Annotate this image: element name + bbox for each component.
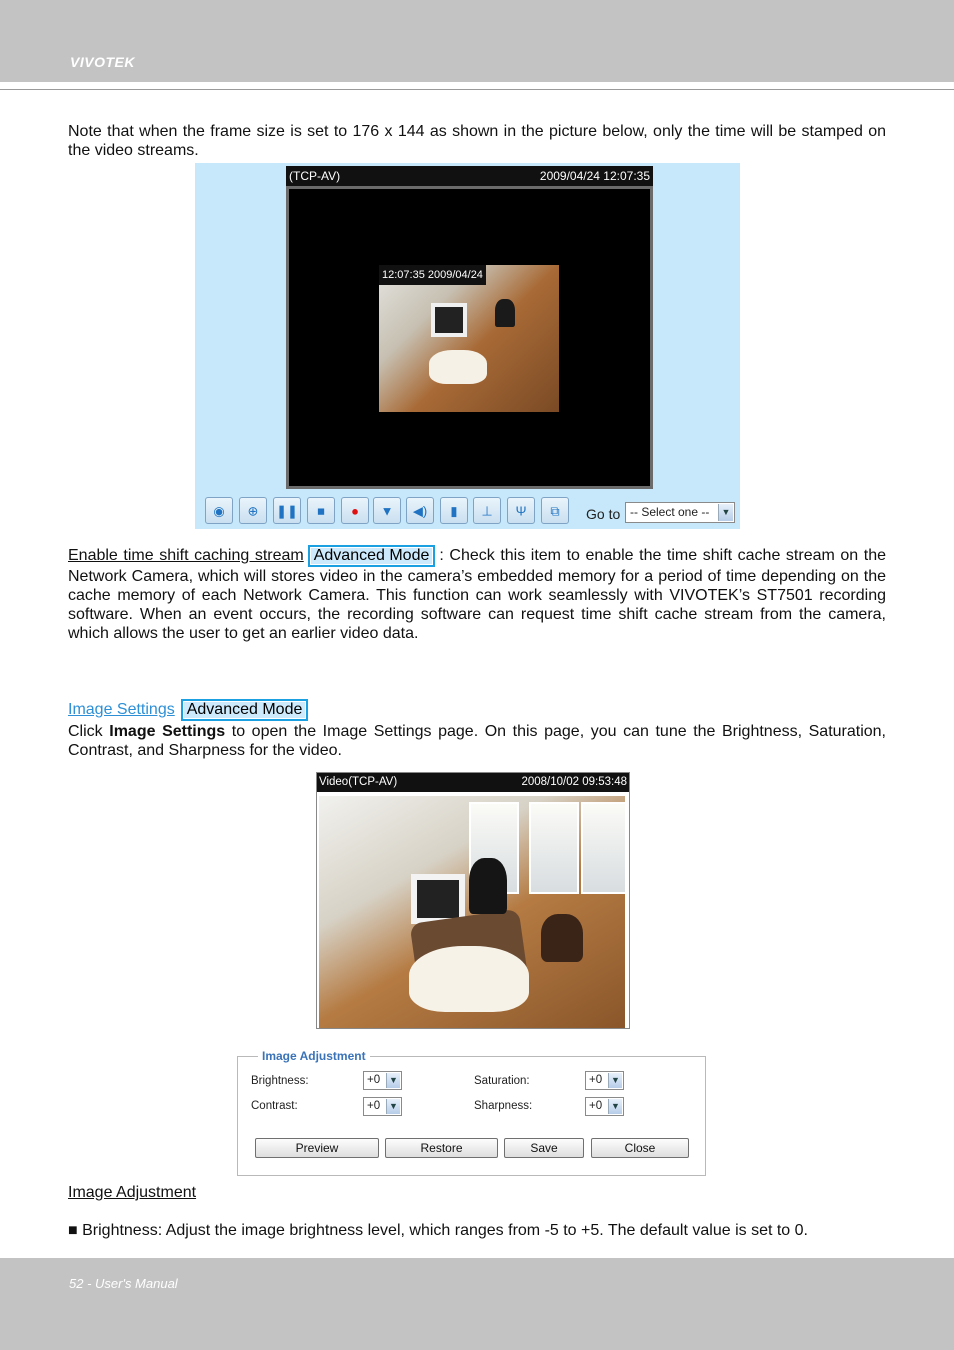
- record-icon: ●: [351, 503, 359, 518]
- video-window-screenshot: [316, 772, 630, 1029]
- talk-icon: ▮: [450, 503, 458, 518]
- video-time-stamp: 12:07:35 2009/04/24: [379, 265, 486, 285]
- page-header: [0, 0, 954, 82]
- contrast-select[interactable]: [363, 1097, 402, 1116]
- stop-button[interactable]: [307, 497, 335, 524]
- sharpness-label: Sharpness:: [474, 1100, 533, 1112]
- sharpness-select[interactable]: [585, 1097, 624, 1116]
- video-title-bar: [317, 773, 629, 792]
- snapshot-icon: ◉: [213, 503, 225, 518]
- talk-button[interactable]: [440, 497, 468, 524]
- stop-icon: ■: [317, 503, 325, 518]
- volume-icon: ◀): [412, 503, 428, 518]
- sofa-shape: [429, 350, 487, 384]
- saturation-value: +0: [589, 1074, 603, 1086]
- page-footer: [0, 1258, 954, 1350]
- fullscreen-button[interactable]: [541, 497, 569, 524]
- intro-paragraph: Note that when the frame size is set to 176 x 144 as shown in the picture below, only the time will be stamped on the video streams.: [68, 123, 886, 159]
- close-button[interactable]: Close: [591, 1138, 689, 1158]
- time-shift-description: : Check this item to enable the time shift cache stream on the Network Camera, which will stores video in the camera’s embedded memory for a period of time depending on the cache memory of each Network Camera. This function can work seamlessly with VIVOTEK’s ST7501 recording software. When an event occurs, the recording software can request time shift cache stream from the camera, which allows the user to get an earlier video data.: [68, 547, 886, 642]
- video-thumbnail: [379, 265, 559, 412]
- image-settings-link[interactable]: Image Settings: [68, 701, 175, 718]
- advanced-mode-badge: Advanced Mode: [308, 545, 436, 567]
- video-stream-label: Video(TCP-AV): [319, 776, 398, 788]
- image-adjustment-panel: [237, 1049, 706, 1176]
- time-shift-link[interactable]: Enable time shift caching stream: [68, 547, 304, 564]
- live-view-title-bar: [286, 166, 653, 186]
- brightness-bullet: ■ Brightness: Adjust the image brightness level, which ranges from -5 to +5. The default value is set to 0.: [68, 1222, 808, 1239]
- panel-legend: Image Adjustment: [258, 1049, 370, 1063]
- window-shape: [581, 802, 625, 894]
- video-frame: [286, 186, 653, 489]
- sofa-shape: [409, 946, 529, 1012]
- chair-shape: [541, 914, 583, 962]
- live-view-screenshot: [195, 163, 740, 529]
- goto-select-value: -- Select one --: [630, 505, 710, 519]
- fireplace-shape: [431, 303, 467, 337]
- video-timestamp: 2008/10/02 09:53:48: [521, 776, 627, 788]
- advanced-mode-badge: Advanced Mode: [181, 699, 309, 721]
- saturation-label: Saturation:: [474, 1075, 530, 1087]
- image-settings-paragraph: [68, 722, 886, 760]
- save-button[interactable]: Save: [504, 1138, 584, 1158]
- digital-zoom-icon: ⊕: [247, 503, 259, 518]
- volume-button[interactable]: [406, 497, 434, 524]
- digital-zoom-button[interactable]: [239, 497, 267, 524]
- pause-button[interactable]: [273, 497, 301, 524]
- chair-shape: [495, 299, 515, 327]
- mic-button[interactable]: [507, 497, 535, 524]
- mic-volume-icon: ⊥: [481, 503, 493, 518]
- header-divider: [0, 89, 954, 90]
- record-button[interactable]: [341, 497, 369, 524]
- chair-shape: [469, 858, 507, 914]
- image-settings-text-post: to open the Image Settings page. On this page, you can tune the Brightness, Saturation, Contrast, and Sharpness for the video.: [68, 723, 887, 759]
- image-settings-heading: [68, 699, 886, 721]
- video-image: [319, 796, 625, 1028]
- restore-button[interactable]: Restore: [385, 1138, 498, 1158]
- sharpness-value: +0: [589, 1100, 603, 1112]
- volume-down-button[interactable]: [373, 497, 401, 524]
- chevron-down-icon: ▼: [608, 1099, 622, 1114]
- live-view-timestamp: 2009/04/24 12:07:35: [539, 169, 650, 183]
- image-settings-text-pre: Click: [68, 723, 110, 740]
- brand-logo-text: VIVOTEK: [70, 54, 135, 70]
- pause-icon: ❚❚: [276, 503, 298, 518]
- brightness-select[interactable]: [363, 1071, 402, 1090]
- preview-button[interactable]: Preview: [255, 1138, 379, 1158]
- chevron-down-icon: ▼: [386, 1073, 400, 1088]
- chevron-down-icon: ▼: [608, 1073, 622, 1088]
- contrast-value: +0: [367, 1100, 381, 1112]
- image-adjustment-heading: Image Adjustment: [68, 1184, 197, 1201]
- time-shift-paragraph: [68, 545, 886, 643]
- stream-label: (TCP-AV): [289, 169, 341, 183]
- window-shape: [529, 802, 579, 894]
- contrast-label: Contrast:: [251, 1100, 298, 1112]
- chevron-down-icon: ▼: [718, 504, 733, 521]
- fullscreen-icon: ⧉: [550, 503, 560, 518]
- image-settings-bold: Image Settings: [109, 723, 226, 740]
- goto-select[interactable]: [625, 502, 735, 523]
- goto-label: Go to: [586, 506, 621, 522]
- snapshot-button[interactable]: [205, 497, 233, 524]
- chevron-down-icon: ▼: [386, 1099, 400, 1114]
- saturation-select[interactable]: [585, 1071, 624, 1090]
- brightness-value: +0: [367, 1074, 381, 1086]
- page-number: 52 - User's Manual: [69, 1276, 178, 1291]
- mic-volume-button[interactable]: [473, 497, 501, 524]
- mic-icon: Ψ: [515, 503, 527, 518]
- brightness-label: Brightness:: [251, 1075, 309, 1087]
- volume-down-icon: ▼: [380, 503, 394, 518]
